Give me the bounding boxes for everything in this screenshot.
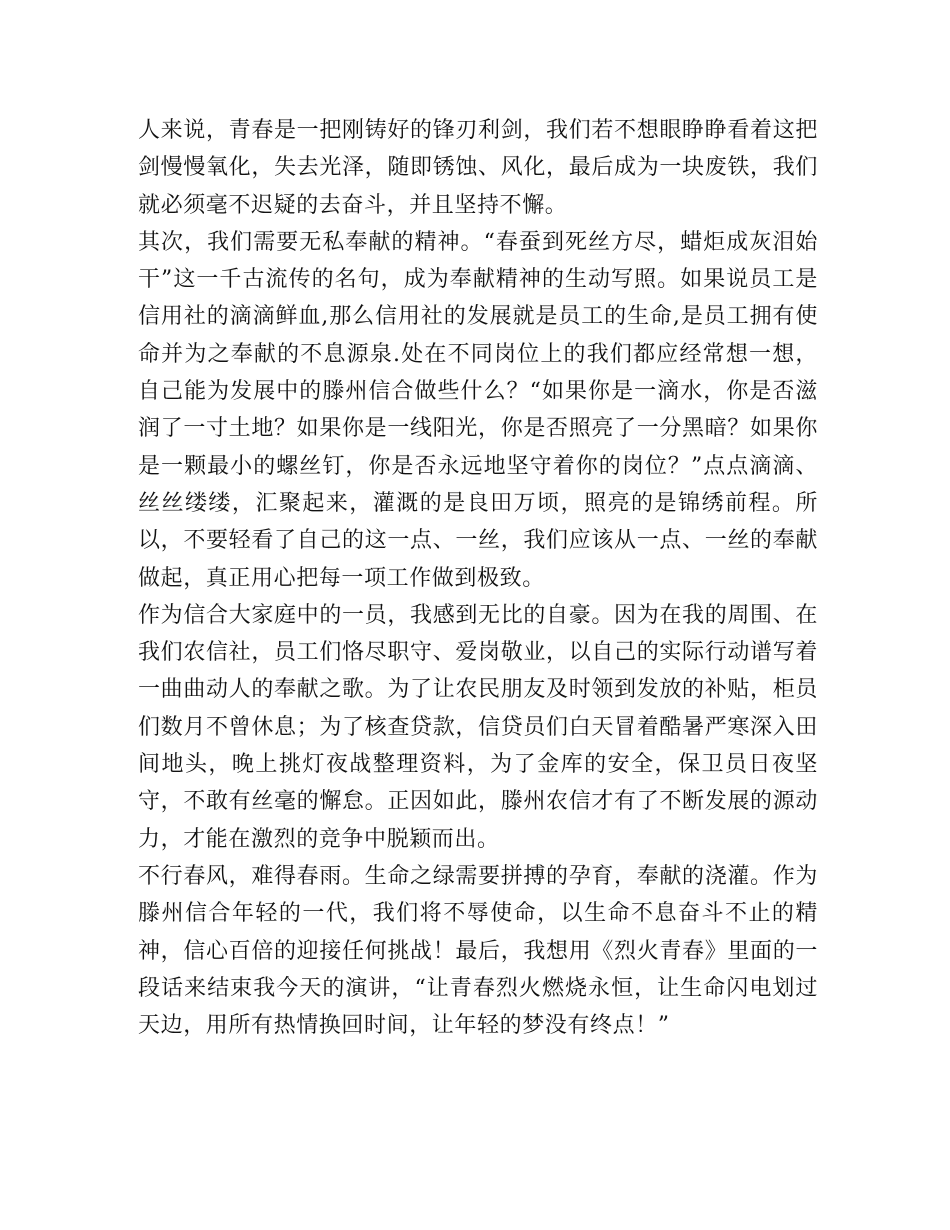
- paragraph-3: 作为信合大家庭中的一员，我感到无比的自豪。因为在我的周围、在我们农信社，员工们恪尽职守、爱岗敬业，以自己的实际行动谱写着一曲曲动人的奉献之歌。为了让农民朋友及时领到发放的补贴，柜员们数月不曾休息；为了核查贷款，信贷员们白天冒着酷暑严寒深入田间地头，晚上挑灯夜战整理资料，为了金库的安全，保卫员日夜坚守，不敢有丝毫的懈怠。正因如此，滕州农信才有了不断发展的源动力，才能在激烈的竞争中脱颖而出。: [138, 602, 818, 852]
- paragraph-4: 不行春风，难得春雨。生命之绿需要拼搏的孕育，奉献的浇灌。作为滕州信合年轻的一代，我们将不辱使命，以生命不息奋斗不止的精神，信心百倍的迎接任何挑战！最后，我想用《烈火青春》里面的一段话来结束我今天的演讲，“让青春烈火燃烧永恒，让生命闪电划过天边，用所有热情换回时间，让年轻的梦没有终点！”: [138, 863, 818, 1039]
- document-body: [138, 112, 818, 1044]
- paragraph-2: 其次，我们需要无私奉献的精神。“春蚕到死丝方尽，蜡炬成灰泪始干”这一千古流传的名句，成为奉献精神的生动写照。如果说员工是信用社的滴滴鲜血,那么信用社的发展就是员工的生命,是员工拥有使命并为之奉献的不息源泉.处在不同岗位上的我们都应经常想一想，自己能为发展中的滕州信合做些什么？“如果你是一滴水，你是否滋润了一寸土地？如果你是一线阳光，你是否照亮了一分黑暗？如果你是一颗最小的螺丝钉，你是否永远地坚守着你的岗位？”点点滴滴、丝丝缕缕，汇聚起来，灌溉的是良田万顷，照亮的是锦绣前程。所以，不要轻看了自己的这一点、一丝，我们应该从一点、一丝的奉献做起，真正用心把每一项工作做到极致。: [138, 229, 818, 591]
- paragraph-1: 人来说，青春是一把刚铸好的锋刃利剑，我们若不想眼睁睁看着这把剑慢慢氧化，失去光泽，随即锈蚀、风化，最后成为一块废铁，我们就必须毫不迟疑的去奋斗，并且坚持不懈。: [138, 118, 818, 218]
